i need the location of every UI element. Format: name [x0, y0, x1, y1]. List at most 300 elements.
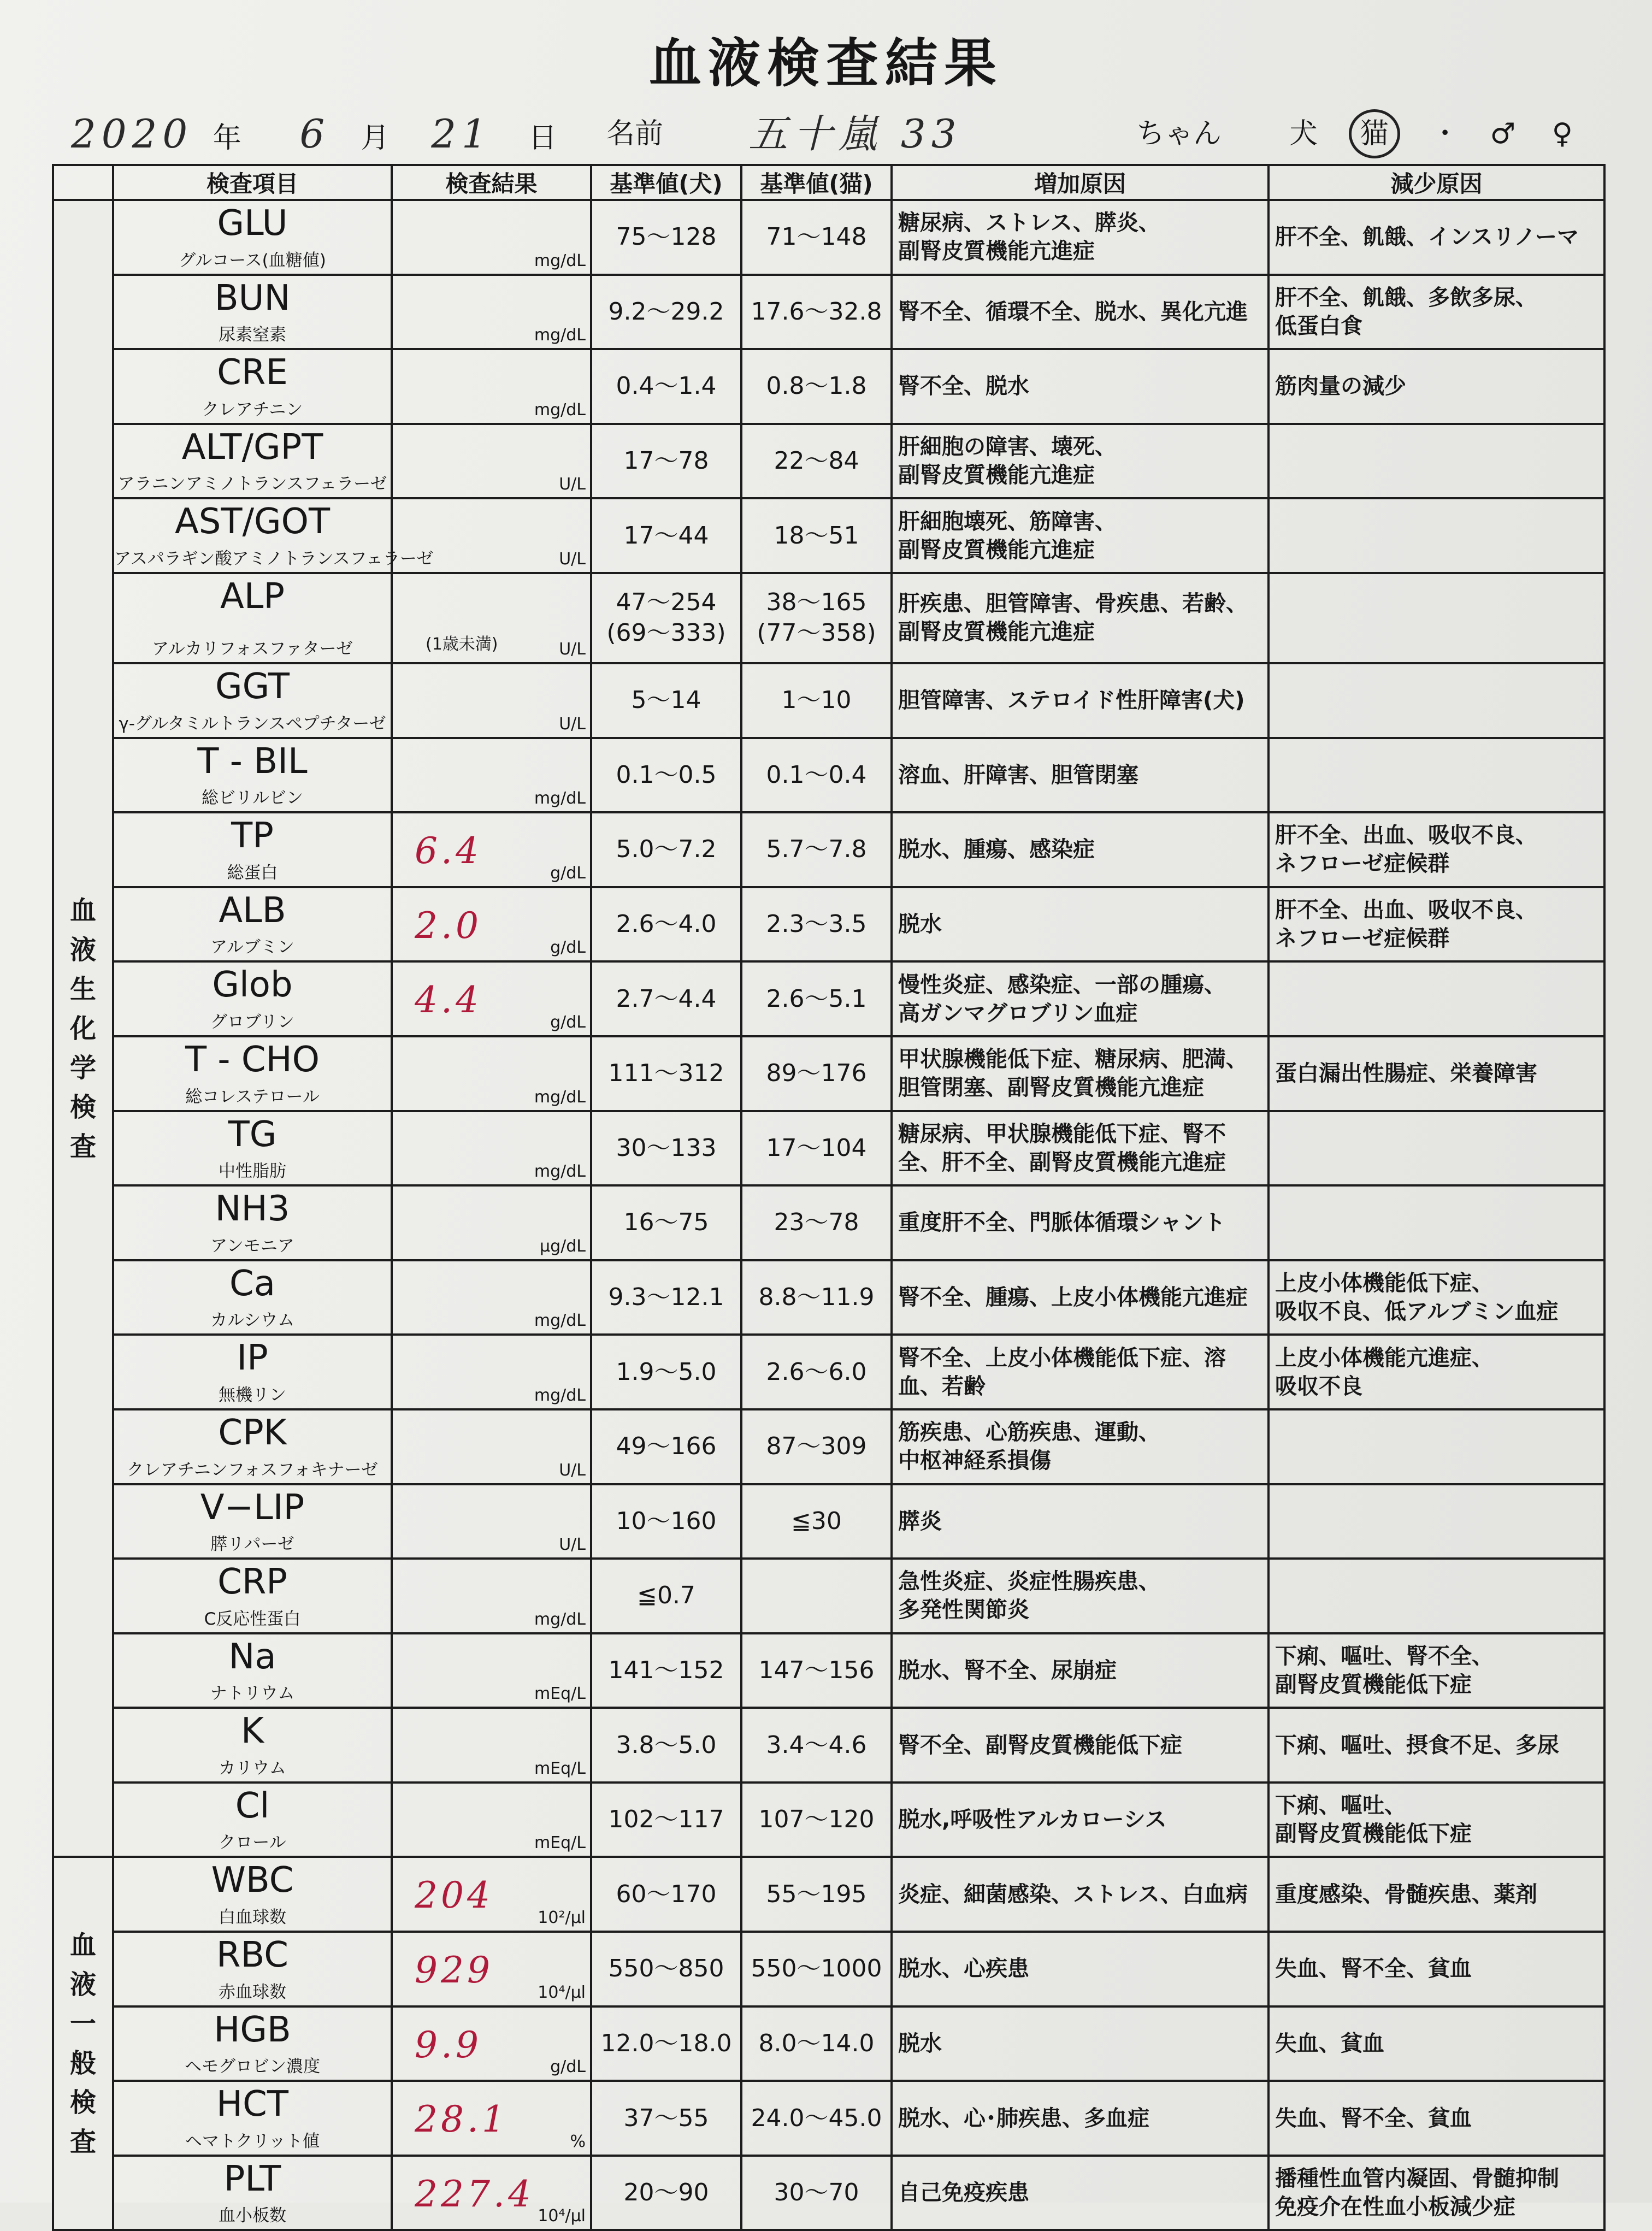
test-name-jp: カルシウム — [210, 1311, 294, 1331]
increase-cause: 脱水 — [892, 2006, 1268, 2081]
test-name-jp: 総コレステロール — [185, 1087, 320, 1107]
result-unit: U/L — [559, 475, 586, 494]
increase-cause: 糖尿病、ストレス、膵炎、 副腎皮質機能亢進症 — [892, 200, 1268, 275]
ref-cat: 2.6〜6.0 — [741, 1335, 892, 1409]
test-item-cell — [113, 2081, 392, 2156]
test-item-cell — [113, 2006, 392, 2081]
result-value: 2.0 — [415, 904, 482, 947]
result-unit: mEq/L — [534, 1684, 586, 1704]
ref-dog: 2.6〜4.0 — [591, 887, 741, 962]
decrease-cause — [1268, 573, 1604, 663]
ref-cat: 22〜84 — [741, 424, 892, 499]
test-abbr: PLT — [223, 2158, 281, 2199]
test-item-cell — [113, 2156, 392, 2230]
table-row — [53, 2156, 1604, 2230]
increase-cause: 脱水 — [892, 887, 1268, 962]
test-abbr: WBC — [211, 1860, 294, 1901]
ref-dog: 9.3〜12.1 — [591, 1260, 741, 1335]
corner-cell — [53, 165, 113, 200]
test-item-cell — [113, 1409, 392, 1484]
test-item-cell — [113, 498, 434, 573]
result-unit: g/dL — [550, 2057, 586, 2077]
result-unit: g/dL — [550, 1012, 586, 1032]
ref-cat: 2.3〜3.5 — [741, 887, 892, 962]
result-unit: U/L — [559, 714, 586, 734]
increase-cause: 自己免疫疾患 — [892, 2156, 1268, 2230]
result-value: 6.4 — [415, 830, 482, 872]
result-cell[interactable] — [392, 887, 591, 962]
result-cell[interactable] — [392, 2006, 591, 2081]
species-selector — [1289, 104, 1573, 164]
test-item-cell — [113, 1185, 392, 1260]
result-unit: mEq/L — [534, 1758, 586, 1778]
ref-dog: 0.4〜1.4 — [591, 349, 741, 424]
month-value: 6 — [299, 111, 331, 157]
test-abbr: ALP — [220, 576, 285, 617]
test-item-cell — [113, 1633, 392, 1708]
decrease-cause: 失血、貧血 — [1268, 2006, 1604, 2081]
test-abbr: CRE — [217, 352, 288, 393]
ref-dog: 30〜133 — [591, 1111, 741, 1186]
test-item-cell — [113, 1111, 392, 1186]
col-ref-cat: 基準値(猫) — [741, 165, 892, 200]
result-unit: mg/dL — [534, 1385, 586, 1405]
table-row — [53, 1633, 1604, 1708]
test-name-jp: アルブミン — [210, 937, 294, 958]
test-name-jp: クロール — [219, 1833, 286, 1853]
result-cell[interactable] — [392, 1260, 591, 1335]
table-row — [53, 961, 1604, 1036]
ref-cat: 5.7〜7.8 — [741, 812, 892, 887]
result-unit: % — [570, 2132, 586, 2151]
result-cell[interactable] — [392, 1185, 591, 1260]
test-name-jp: アラニンアミノトランスフェラーゼ — [117, 474, 387, 494]
ref-dog: 9.2〜29.2 — [591, 275, 741, 350]
decrease-cause — [1268, 1559, 1604, 1633]
day-value: 21 — [431, 111, 492, 157]
table-header — [53, 165, 1604, 200]
test-name-jp: クレアチニン — [202, 399, 303, 420]
ref-cat: 1〜10 — [741, 663, 892, 738]
decrease-cause — [1268, 424, 1604, 499]
decrease-cause: 下痢、嘔吐、腎不全、 副腎皮質機能低下症 — [1268, 1633, 1604, 1708]
section-label — [53, 200, 113, 1857]
date-field — [71, 104, 557, 164]
result-note: (1歳未満) — [426, 634, 498, 654]
increase-cause: 慢性炎症、感染症、一部の腫瘍、 高ガンマグロブリン血症 — [892, 961, 1268, 1036]
patient-name: 五十嵐 33 — [748, 111, 962, 157]
result-cell[interactable] — [392, 498, 591, 573]
ref-cat: ≦30 — [741, 1484, 892, 1559]
increase-cause: 脱水、腫瘍、感染症 — [892, 812, 1268, 887]
result-cell[interactable] — [392, 573, 591, 663]
ref-dog: 75〜128 — [591, 200, 741, 275]
result-cell[interactable] — [392, 1932, 591, 2006]
increase-cause: 腎不全、脱水 — [892, 349, 1268, 424]
ref-dog: 60〜170 — [591, 1857, 741, 1932]
table-row — [53, 1409, 1604, 1484]
result-value: 204 — [415, 1874, 493, 1917]
result-cell[interactable] — [392, 1484, 591, 1559]
test-item-cell — [113, 738, 392, 813]
result-unit: mg/dL — [534, 326, 586, 345]
result-value: 28.1 — [415, 2098, 508, 2141]
ref-cat: 107〜120 — [741, 1783, 892, 1857]
table-row — [53, 1708, 1604, 1783]
test-name-jp: γ-グルタミルトランスペプチターゼ — [119, 713, 386, 734]
ref-cat: 8.0〜14.0 — [741, 2006, 892, 2081]
increase-cause: 腎不全、腫瘍、上皮小体機能亢進症 — [892, 1260, 1268, 1335]
col-ref-dog: 基準値(犬) — [591, 165, 741, 200]
decrease-cause — [1268, 1111, 1604, 1186]
decrease-cause: 上皮小体機能低下症、 吸収不良、低アルブミン血症 — [1268, 1260, 1604, 1335]
ref-cat: 18〜51 — [741, 498, 892, 573]
test-abbr: AST/GOT — [174, 501, 331, 542]
result-unit: U/L — [559, 1460, 586, 1480]
result-cell[interactable] — [392, 1111, 591, 1186]
decrease-cause: 肝不全、出血、吸収不良、 ネフローゼ症候群 — [1268, 812, 1604, 887]
ref-cat: 17〜104 — [741, 1111, 892, 1186]
test-name-jp: C反応性蛋白 — [204, 1609, 301, 1629]
decrease-cause — [1268, 1409, 1604, 1484]
test-name-jp: 膵リパーゼ — [210, 1534, 294, 1555]
day-label: 日 — [528, 122, 557, 155]
decrease-cause: 失血、腎不全、貧血 — [1268, 1932, 1604, 2006]
increase-cause: 肝細胞壊死、筋障害、 副腎皮質機能亢進症 — [892, 498, 1268, 573]
result-cell[interactable] — [392, 200, 591, 275]
test-name-jp: アンモニア — [210, 1236, 294, 1256]
decrease-cause: 上皮小体機能亢進症、 吸収不良 — [1268, 1335, 1604, 1409]
table-row — [53, 1783, 1604, 1857]
table-row — [53, 812, 1604, 887]
ref-cat: 89〜176 — [741, 1036, 892, 1111]
increase-cause: 脱水,呼吸性アルカローシス — [892, 1783, 1268, 1857]
col-result: 検査結果 — [392, 165, 591, 200]
result-unit: g/dL — [550, 938, 586, 958]
test-item-cell — [113, 1932, 392, 2006]
table-row — [53, 2081, 1604, 2156]
increase-cause: 腎不全、循環不全、脱水、異化亢進 — [892, 275, 1268, 350]
increase-cause: 腎不全、副腎皮質機能低下症 — [892, 1708, 1268, 1783]
test-abbr: TG — [228, 1114, 277, 1155]
year-label: 年 — [213, 122, 241, 155]
test-abbr: CPK — [218, 1412, 287, 1453]
test-item-cell — [113, 1559, 392, 1633]
test-item-cell — [113, 812, 392, 887]
decrease-cause: 下痢、嘔吐、摂食不足、多尿 — [1268, 1708, 1604, 1783]
ref-dog: 10〜160 — [591, 1484, 741, 1559]
col-decrease: 減少原因 — [1268, 165, 1604, 200]
decrease-cause: 肝不全、飢餓、多飲多尿、 低蛋白食 — [1268, 275, 1604, 350]
table-row — [53, 1932, 1604, 2006]
test-name-jp: 尿素窒素 — [219, 325, 286, 345]
increase-cause: 脱水、心･肺疾患、多血症 — [892, 2081, 1268, 2156]
test-item-cell — [113, 1857, 392, 1932]
ref-dog: 47〜254 (69〜333) — [591, 573, 741, 663]
increase-cause: 膵炎 — [892, 1484, 1268, 1559]
result-unit: mEq/L — [534, 1833, 586, 1853]
increase-cause: 肝疾患、胆管障害、骨疾患、若齢、 副腎皮質機能亢進症 — [892, 573, 1268, 663]
increase-cause: 筋疾患、心筋疾患、運動、 中枢神経系損傷 — [892, 1409, 1268, 1484]
table-row — [53, 2006, 1604, 2081]
test-name-jp: ナトリウム — [210, 1684, 295, 1704]
decrease-cause — [1268, 1185, 1604, 1260]
result-cell[interactable] — [392, 1409, 591, 1484]
ref-dog: 102〜117 — [591, 1783, 741, 1857]
result-unit: U/L — [559, 1535, 586, 1555]
result-value: 9.9 — [415, 2023, 482, 2066]
table-row — [53, 1260, 1604, 1335]
test-abbr: Na — [228, 1636, 276, 1677]
test-name-jp: クレアチニンフォスフォキナーゼ — [126, 1460, 379, 1480]
test-name-jp: 総蛋白 — [227, 863, 278, 883]
increase-cause: 糖尿病、甲状腺機能低下症、腎不 全、肝不全、副腎皮質機能亢進症 — [892, 1111, 1268, 1186]
chan-label: ちゃん — [1136, 117, 1222, 150]
test-name-jp: 白血球数 — [219, 1908, 286, 1928]
ref-dog: 49〜166 — [591, 1409, 741, 1484]
ref-dog: 16〜75 — [591, 1185, 741, 1260]
ref-cat: 17.6〜32.8 — [741, 275, 892, 350]
ref-cat: 30〜70 — [741, 2156, 892, 2230]
ref-dog: 5.0〜7.2 — [591, 812, 741, 887]
table-row — [53, 349, 1604, 424]
result-cell[interactable] — [392, 1559, 591, 1633]
increase-cause: 腎不全、上皮小体機能低下症、溶 血、若齢 — [892, 1335, 1268, 1409]
table-row — [53, 1335, 1604, 1409]
result-cell[interactable] — [392, 1783, 591, 1857]
test-abbr: V−LIP — [200, 1487, 305, 1528]
dot-separator: ・ — [1431, 117, 1460, 150]
test-abbr: T - CHO — [185, 1039, 320, 1080]
test-item-cell — [113, 1783, 392, 1857]
result-cell[interactable] — [392, 1708, 591, 1783]
result-cell[interactable] — [392, 738, 591, 813]
ref-dog: 2.7〜4.4 — [591, 961, 741, 1036]
table-row — [53, 1185, 1604, 1260]
result-cell[interactable] — [392, 2156, 591, 2230]
ref-dog: 1.9〜5.0 — [591, 1335, 741, 1409]
test-abbr: BUN — [214, 278, 291, 318]
ref-cat — [741, 1559, 892, 1633]
test-name-jp: アルカリフォスファターゼ — [152, 639, 353, 659]
section-label-text: 血 液 一 般 検 査 — [69, 1929, 96, 2157]
table-row — [53, 498, 1604, 573]
test-name-jp: 赤血球数 — [219, 1982, 286, 2002]
result-unit: mg/dL — [534, 251, 586, 270]
test-abbr: GLU — [217, 203, 288, 244]
ref-cat: 0.1〜0.4 — [741, 738, 892, 813]
test-abbr: ALT/GPT — [181, 427, 323, 468]
table-row — [53, 1857, 1604, 1932]
decrease-cause: 播種性血管内凝固、骨髄抑制 免疫介在性血小板減少症 — [1268, 2156, 1604, 2230]
ref-cat: 2.6〜5.1 — [741, 961, 892, 1036]
table-row — [53, 738, 1604, 813]
result-unit: mg/dL — [534, 1311, 586, 1331]
decrease-cause — [1268, 663, 1604, 738]
ref-cat: 87〜309 — [741, 1409, 892, 1484]
result-cell[interactable] — [392, 275, 591, 350]
test-item-cell — [113, 1335, 392, 1409]
cat-option-circled: 猫 — [1349, 109, 1400, 158]
result-unit: 10⁴/μl — [538, 2206, 586, 2226]
ref-cat: 23〜78 — [741, 1185, 892, 1260]
ref-dog: 37〜55 — [591, 2081, 741, 2156]
table-row — [53, 200, 1604, 275]
ref-dog: 20〜90 — [591, 2156, 741, 2230]
decrease-cause: 筋肉量の減少 — [1268, 349, 1604, 424]
result-cell[interactable] — [392, 424, 591, 499]
month-label: 月 — [361, 122, 390, 155]
test-name-jp: 中性脂肪 — [219, 1161, 286, 1182]
ref-cat: 0.8〜1.8 — [741, 349, 892, 424]
test-abbr: ALB — [219, 890, 286, 931]
test-abbr: HGB — [214, 2009, 291, 2050]
section-label — [53, 1857, 113, 2230]
increase-cause: 炎症、細菌感染、ストレス、白血病 — [892, 1857, 1268, 1932]
ref-cat: 38〜165 (77〜358) — [741, 573, 892, 663]
table-row — [53, 1036, 1604, 1111]
decrease-cause: 失血、腎不全、貧血 — [1268, 2081, 1604, 2156]
test-name-jp: ヘモグロビン濃度 — [185, 2057, 320, 2077]
ref-dog: 17〜78 — [591, 424, 741, 499]
result-value: 227.4 — [415, 2173, 534, 2215]
result-unit: mg/dL — [534, 1162, 586, 1182]
test-item-cell — [113, 573, 392, 663]
test-abbr: Cl — [235, 1785, 270, 1826]
result-unit: 10²/μl — [538, 1908, 586, 1928]
result-cell[interactable] — [392, 1633, 591, 1708]
ref-cat: 3.4〜4.6 — [741, 1708, 892, 1783]
decrease-cause — [1268, 1484, 1604, 1559]
result-value: 929 — [415, 1949, 493, 1992]
ref-dog: 17〜44 — [591, 498, 741, 573]
test-item-cell — [113, 1708, 392, 1783]
test-item-cell — [113, 887, 392, 962]
table-row — [53, 887, 1604, 962]
page-title: 血液検査結果 — [649, 33, 1003, 94]
test-item-cell — [113, 349, 392, 424]
result-unit: mg/dL — [534, 1087, 586, 1107]
result-cell[interactable] — [392, 812, 591, 887]
decrease-cause — [1268, 961, 1604, 1036]
test-abbr: Ca — [229, 1263, 275, 1304]
result-unit: mg/dL — [534, 400, 586, 420]
test-item-cell — [113, 663, 392, 738]
test-name-jp: グルコース(血糖値) — [179, 250, 326, 270]
decrease-cause: 肝不全、飢餓、インスリノーマ — [1268, 200, 1604, 275]
increase-cause: 甲状腺機能低下症、糖尿病、肥満、 胆管閉塞、副腎皮質機能亢進症 — [892, 1036, 1268, 1111]
test-name-jp: グロブリン — [210, 1012, 294, 1032]
result-cell[interactable] — [392, 1036, 591, 1111]
ref-cat: 550〜1000 — [741, 1932, 892, 2006]
decrease-cause — [1268, 738, 1604, 813]
table-row — [53, 1484, 1604, 1559]
test-abbr: T - BIL — [197, 741, 308, 782]
increase-cause: 肝細胞の障害、壊死、 副腎皮質機能亢進症 — [892, 424, 1268, 499]
ref-cat: 55〜195 — [741, 1857, 892, 1932]
result-value: 4.4 — [415, 979, 482, 1022]
result-cell[interactable] — [392, 349, 591, 424]
test-item-cell — [113, 424, 392, 499]
test-abbr: TP — [231, 816, 274, 857]
increase-cause: 胆管障害、ステロイド性肝障害(犬) — [892, 663, 1268, 738]
test-abbr: HCT — [216, 2084, 288, 2125]
test-name-jp: 総ビリルビン — [202, 788, 303, 808]
male-symbol: ♂ — [1490, 117, 1516, 150]
ref-dog: 5〜14 — [591, 663, 741, 738]
table-row — [53, 275, 1604, 350]
result-unit: U/L — [559, 639, 586, 659]
test-abbr: NH3 — [215, 1189, 290, 1230]
ref-dog: 12.0〜18.0 — [591, 2006, 741, 2081]
ref-dog: ≦0.7 — [591, 1559, 741, 1633]
test-abbr: K — [241, 1711, 264, 1752]
increase-cause: 急性炎症、炎症性腸疾患、 多発性関節炎 — [892, 1559, 1268, 1633]
test-item-cell — [113, 200, 392, 275]
name-label: 名前 — [606, 117, 664, 150]
decrease-cause: 下痢、嘔吐、 副腎皮質機能低下症 — [1268, 1783, 1604, 1857]
table-row — [53, 663, 1604, 738]
test-item-cell — [113, 961, 392, 1036]
test-name-jp: ヘマトクリット値 — [185, 2131, 320, 2151]
table-row — [53, 573, 1604, 663]
section-label-text: 血 液 生 化 学 検 査 — [69, 895, 96, 1162]
table-row — [53, 1559, 1604, 1633]
female-symbol: ♀ — [1551, 117, 1573, 150]
result-unit: g/dL — [550, 863, 586, 883]
result-cell[interactable] — [392, 961, 591, 1036]
result-cell[interactable] — [392, 1857, 591, 1932]
test-name-jp: 血小板数 — [219, 2206, 286, 2226]
increase-cause: 溶血、肝障害、胆管閉塞 — [892, 738, 1268, 813]
result-cell[interactable] — [392, 2081, 591, 2156]
table-row — [53, 1111, 1604, 1186]
test-item-cell — [113, 1260, 392, 1335]
result-unit: U/L — [559, 549, 586, 569]
ref-dog: 3.8〜5.0 — [591, 1708, 741, 1783]
ref-cat: 8.8〜11.9 — [741, 1260, 892, 1335]
ref-dog: 550〜850 — [591, 1932, 741, 2006]
result-unit: mg/dL — [534, 789, 586, 808]
increase-cause: 脱水、腎不全、尿崩症 — [892, 1633, 1268, 1708]
ref-cat: 71〜148 — [741, 200, 892, 275]
test-name-jp: 無機リン — [219, 1385, 286, 1405]
col-item: 検査項目 — [113, 165, 392, 200]
ref-dog: 141〜152 — [591, 1633, 741, 1708]
decrease-cause: 重度感染、骨髄疾患、薬剤 — [1268, 1857, 1604, 1932]
test-abbr: IP — [237, 1338, 268, 1379]
test-item-cell — [113, 275, 392, 350]
table-row — [53, 424, 1604, 499]
ref-cat: 24.0〜45.0 — [741, 2081, 892, 2156]
results-table — [52, 164, 1606, 2231]
result-cell[interactable] — [392, 1335, 591, 1409]
increase-cause: 脱水、心疾患 — [892, 1932, 1268, 2006]
year-value: 2020 — [71, 111, 193, 157]
result-unit: μg/dL — [540, 1236, 586, 1256]
test-item-cell — [113, 1036, 392, 1111]
ref-dog: 111〜312 — [591, 1036, 741, 1111]
result-cell[interactable] — [392, 663, 591, 738]
result-unit: 10⁴/μl — [538, 1982, 586, 2002]
dog-option: 犬 — [1289, 117, 1318, 150]
test-abbr: GGT — [215, 666, 290, 707]
decrease-cause: 肝不全、出血、吸収不良、 ネフローゼ症候群 — [1268, 887, 1604, 962]
result-unit: mg/dL — [534, 1609, 586, 1629]
test-item-cell — [113, 1484, 392, 1559]
decrease-cause: 蛋白漏出性腸症、栄養障害 — [1268, 1036, 1604, 1111]
decrease-cause — [1268, 498, 1604, 573]
